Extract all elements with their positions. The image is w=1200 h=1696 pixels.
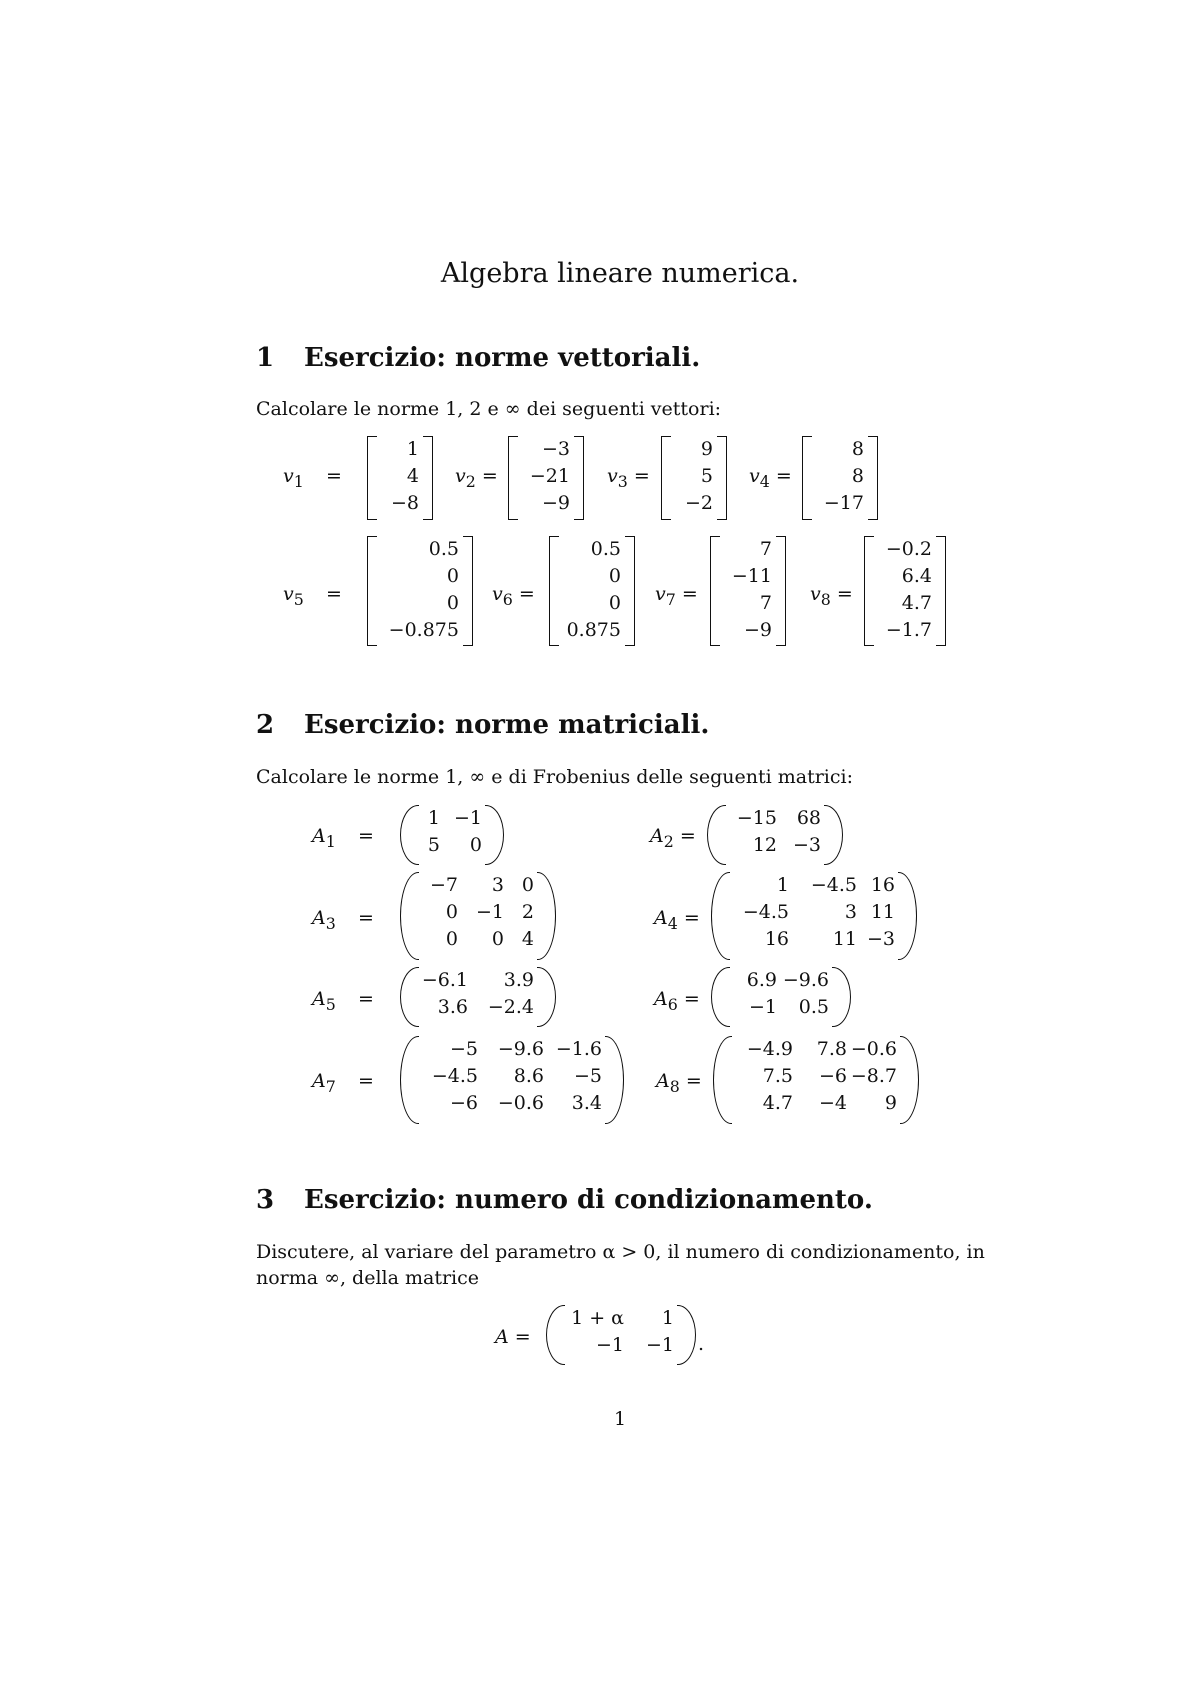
matrix-entry: 5 [427, 834, 440, 856]
vector-entry: 6.4 [901, 565, 932, 587]
matrix-a6 [711, 967, 851, 1027]
matrix-label-a8: $A_8$ = [656, 1070, 702, 1096]
vector-v4 [802, 436, 878, 520]
vector-v3 [661, 436, 727, 520]
vector-entry: −1.7 [885, 619, 932, 641]
matrix-entry: −9.6 [782, 969, 829, 991]
vector-entry: −0.2 [885, 538, 932, 560]
vector-label-v6: $v_6$ = [492, 583, 535, 609]
matrix-label-a4: $A_4$ = [654, 907, 700, 933]
matrix-label-a6: $A_6$ = [654, 988, 700, 1014]
matrix-a3 [400, 872, 556, 960]
matrix-entry: 8.6 [513, 1065, 544, 1087]
page-title: Algebra lineare numerica. [440, 258, 800, 289]
matrix-entry: −4.5 [431, 1065, 478, 1087]
matrix-entry: 2 [521, 901, 534, 923]
matrix-entry: 9 [884, 1092, 897, 1114]
matrix-a4 [711, 872, 917, 960]
matrix-entry: 0 [469, 834, 482, 856]
section-title: Esercizio: norme vettoriali. [304, 343, 701, 373]
matrix-entry: −0.6 [850, 1038, 897, 1060]
vector-label-v7: $v_7$ = [655, 583, 698, 609]
vector-entry: −21 [529, 465, 570, 487]
matrix-entry: −3 [866, 928, 895, 950]
vector-label-v4: $v_4$ = [749, 465, 792, 491]
matrix-entry: 3.4 [571, 1092, 602, 1114]
vector-v2 [508, 436, 584, 520]
vector-entry: −9 [541, 492, 570, 514]
matrix-entry: −1 [595, 1334, 624, 1356]
vector-entry: −17 [823, 492, 864, 514]
vector-entry: 7 [759, 538, 772, 560]
matrix-a5 [400, 967, 556, 1027]
matrix-a7 [400, 1036, 624, 1124]
matrix-entry: −6.1 [421, 969, 468, 991]
section-title: Esercizio: norme matriciali. [304, 710, 710, 740]
matrix-entry: −2.4 [487, 996, 534, 1018]
vector-entry: 7 [759, 592, 772, 614]
matrix-entry: 4 [521, 928, 534, 950]
vector-entry: 5 [700, 465, 713, 487]
vector-entry: 4 [406, 465, 419, 487]
matrix-entry: −7 [429, 874, 458, 896]
matrix-entry: 68 [796, 807, 821, 829]
equals-sign: = [358, 907, 374, 929]
page-number: 1 [613, 1408, 627, 1430]
section-1-intro: Calcolare le norme 1, 2 e ∞ dei seguenti vettori: [256, 398, 722, 420]
vector-label-v1: $v_1$ [283, 465, 304, 491]
section-2-intro: Calcolare le norme 1, ∞ e di Frobenius delle seguenti matrici: [256, 766, 853, 788]
matrix-entry: −0.6 [497, 1092, 544, 1114]
matrix-entry: −5 [449, 1038, 478, 1060]
matrix-entry: 16 [764, 928, 789, 950]
vector-label-v5: $v_5$ [283, 583, 304, 609]
vector-label-v8: $v_8$ = [810, 583, 853, 609]
section-3-intro-line-1: Discutere, al variare del parametro α > 0, il numero di condizionamento, in [256, 1241, 985, 1263]
matrix-entry: 1 [661, 1307, 674, 1329]
section-title: Esercizio: numero di condizionamento. [304, 1185, 873, 1215]
section-number: 3 [256, 1185, 275, 1215]
matrix-entry: 11 [832, 928, 857, 950]
section-number: 2 [256, 710, 275, 740]
matrix-entry: 0 [445, 901, 458, 923]
matrix-entry: −6 [818, 1065, 847, 1087]
matrix-entry: 6.9 [746, 969, 777, 991]
matrix-a2 [707, 805, 843, 865]
equals-sign: = [358, 1070, 374, 1092]
vector-entry: −8 [390, 492, 419, 514]
matrix-entry: −8.7 [850, 1065, 897, 1087]
matrix-entry: −1 [645, 1334, 674, 1356]
matrix-entry: −6 [449, 1092, 478, 1114]
matrix-a8 [713, 1036, 919, 1124]
matrix-entry: −1 [748, 996, 777, 1018]
matrix-a1 [400, 805, 504, 865]
condition-matrix [546, 1305, 696, 1365]
matrix-entry: −9.6 [497, 1038, 544, 1060]
matrix-entry: 1 [776, 874, 789, 896]
matrix-entry: −4.5 [810, 874, 857, 896]
matrix-entry: −1 [475, 901, 504, 923]
equals-sign: = [326, 465, 342, 487]
matrix-entry: 1 [427, 807, 440, 829]
matrix-entry: −15 [736, 807, 777, 829]
matrix-entry: 0.5 [798, 996, 829, 1018]
matrix-entry: 11 [870, 901, 895, 923]
condition-matrix-label: A = [495, 1326, 531, 1348]
matrix-entry: 3.9 [503, 969, 534, 991]
vector-entry: −0.875 [388, 619, 459, 641]
matrix-entry: 3 [491, 874, 504, 896]
matrix-entry: 0 [445, 928, 458, 950]
matrix-entry: −4.5 [742, 901, 789, 923]
matrix-label-a7: $A_7$ [312, 1070, 336, 1096]
vector-entry: 0 [608, 565, 621, 587]
vector-entry: 9 [700, 438, 713, 460]
matrix-entry: 7.5 [762, 1065, 793, 1087]
matrix-entry: 0 [491, 928, 504, 950]
vector-label-v3: $v_3$ = [607, 465, 650, 491]
matrix-entry: 3 [844, 901, 857, 923]
vector-entry: 1 [406, 438, 419, 460]
matrix-entry: −5 [573, 1065, 602, 1087]
vector-entry: −9 [743, 619, 772, 641]
matrix-entry: −4 [818, 1092, 847, 1114]
matrix-label-a5: $A_5$ [312, 988, 336, 1014]
section-number: 1 [256, 343, 275, 373]
vector-v1 [367, 436, 433, 520]
vector-entry: 0 [608, 592, 621, 614]
trailing-period: . [698, 1333, 705, 1355]
vector-v5 [367, 536, 473, 646]
matrix-entry: 7.8 [816, 1038, 847, 1060]
matrix-entry: 4.7 [762, 1092, 793, 1114]
vector-entry: 0 [446, 592, 459, 614]
matrix-label-a2: $A_2$ = [650, 825, 696, 851]
vector-entry: −2 [684, 492, 713, 514]
vector-entry: 8 [851, 465, 864, 487]
vector-entry: 8 [851, 438, 864, 460]
matrix-entry: −1.6 [555, 1038, 602, 1060]
vector-entry: 0.5 [428, 538, 459, 560]
vector-entry: 4.7 [901, 592, 932, 614]
matrix-entry: 16 [870, 874, 895, 896]
vector-v7 [710, 536, 786, 646]
matrix-entry: 0 [521, 874, 534, 896]
section-3-intro-line-2: norma ∞, della matrice [256, 1267, 479, 1289]
vector-entry: −3 [541, 438, 570, 460]
matrix-entry: −1 [453, 807, 482, 829]
matrix-label-a1: $A_1$ [312, 825, 336, 851]
vector-entry: 0.875 [566, 619, 621, 641]
equals-sign: = [326, 583, 342, 605]
vector-v8 [864, 536, 946, 646]
vector-label-v2: $v_2$ = [455, 465, 498, 491]
equals-sign: = [358, 825, 374, 847]
vector-entry: 0 [446, 565, 459, 587]
matrix-entry: −4.9 [746, 1038, 793, 1060]
matrix-entry: 12 [752, 834, 777, 856]
vector-v6 [549, 536, 635, 646]
equals-sign: = [358, 988, 374, 1010]
vector-entry: −11 [731, 565, 772, 587]
matrix-entry: 3.6 [437, 996, 468, 1018]
matrix-entry: −3 [792, 834, 821, 856]
matrix-label-a3: $A_3$ [312, 907, 336, 933]
matrix-entry: 1 + α [571, 1307, 624, 1329]
vector-entry: 0.5 [590, 538, 621, 560]
